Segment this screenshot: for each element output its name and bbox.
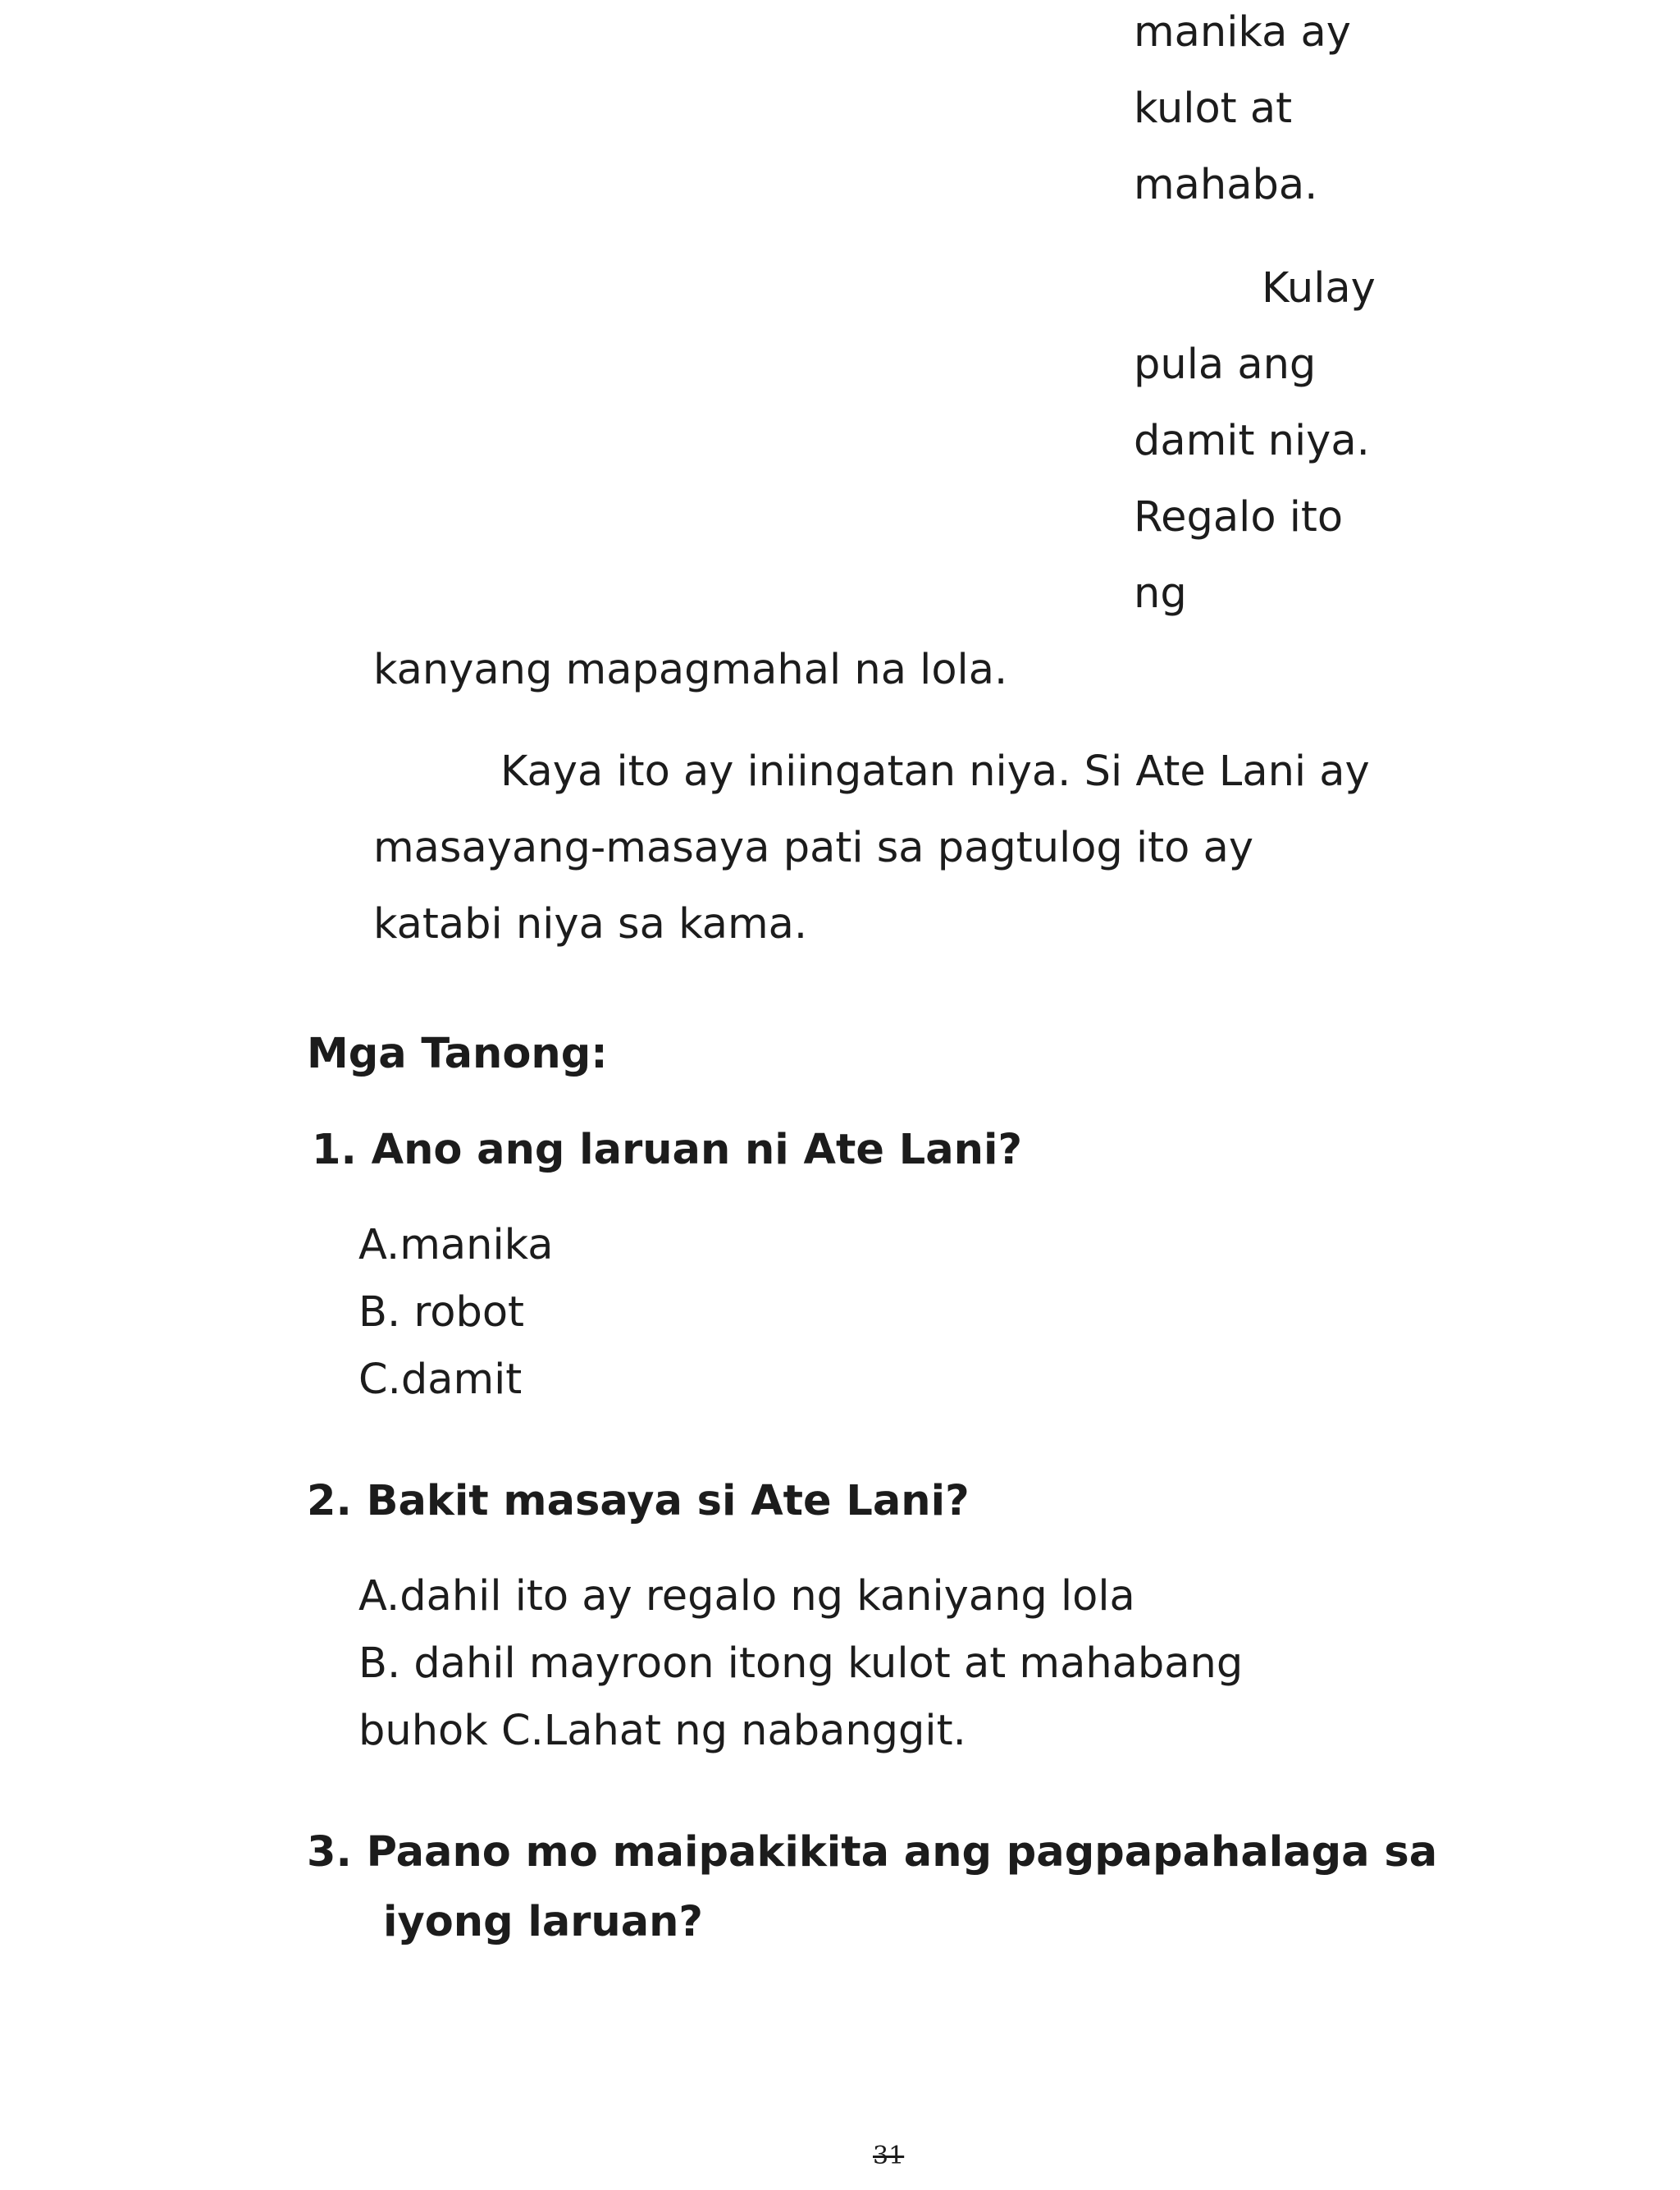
question-1-choice-a: A.manika: [358, 1221, 554, 1269]
story-column-line: manika ay: [1134, 8, 1351, 57]
story-column-line: Kulay: [1262, 264, 1376, 313]
question-2-choice-c: buhok C.Lahat ng nabanggit.: [358, 1707, 966, 1755]
questions-heading: Mga Tanong:: [307, 1030, 608, 1078]
story-column-line: ng: [1134, 569, 1187, 618]
story-column-line: mahaba.: [1134, 161, 1318, 209]
page-number: 31: [873, 2142, 905, 2170]
question-1-title: 1. Ano ang laruan ni Ate Lani?: [312, 1126, 1023, 1174]
question-2-choice-a: A.dahil ito ay regalo ng kaniyang lola: [358, 1572, 1135, 1621]
question-2-title: 2. Bakit masaya si Ate Lani?: [307, 1477, 970, 1525]
story-column-line: damit niya.: [1134, 417, 1370, 465]
question-1-choice-b: B. robot: [358, 1288, 525, 1337]
question-1-choice-c: C.damit: [358, 1356, 523, 1404]
question-3-title: 3. Paano mo maipakikita ang pagpapahalaga sa: [307, 1828, 1438, 1877]
story-column-line: pula ang: [1134, 341, 1317, 389]
question-3-title-continued: iyong laruan?: [383, 1898, 703, 1946]
story-column-line: Regalo ito: [1134, 493, 1344, 542]
story-paragraph-line: Kaya ito ay iniingatan niya. Si Ate Lani ay: [500, 748, 1370, 796]
story-paragraph-line: katabi niya sa kama.: [373, 900, 808, 949]
question-2-choice-b: B. dahil mayroon itong kulot at mahabang: [358, 1639, 1244, 1688]
story-paragraph-line: masayang-masaya pati sa pagtulog ito ay: [373, 824, 1254, 872]
story-column-line: kulot at: [1134, 85, 1293, 133]
story-line: kanyang mapagmahal na lola.: [373, 646, 1008, 694]
